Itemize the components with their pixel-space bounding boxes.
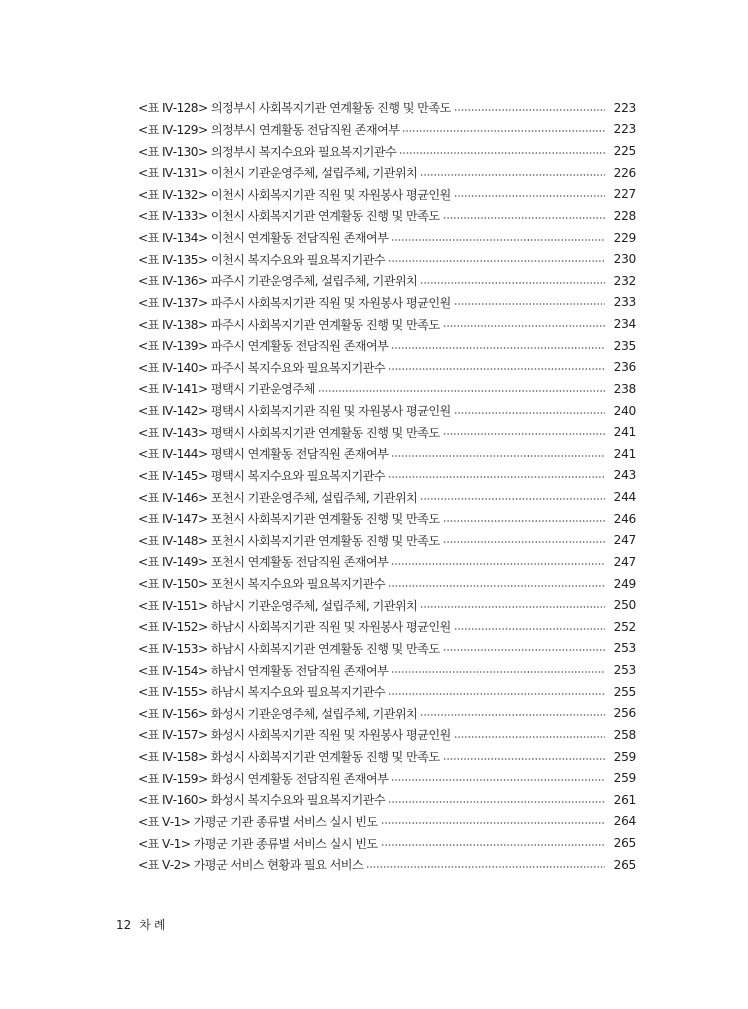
toc-entry[interactable] [138, 767, 636, 789]
toc-entry-page-number: 253 [613, 641, 636, 656]
toc-entry-title: <표 Ⅳ-160> 화성시 복지수요와 필요복지기관수 [138, 793, 385, 808]
dot-leader [388, 368, 605, 370]
toc-entry[interactable] [138, 638, 636, 660]
toc-entry-page-number: 265 [613, 857, 636, 872]
toc-entry-title: <표 Ⅳ-134> 이천시 연계활동 전담직원 존재여부 [138, 231, 389, 246]
toc-entry-title: <표 Ⅳ-138> 파주시 사회복지기관 연계활동 진행 및 만족도 [138, 317, 440, 332]
toc-entry-page-number: 234 [613, 317, 636, 332]
toc-entry-title: <표 Ⅳ-151> 하남시 기관운영주체, 설립주체, 기관위치 [138, 598, 418, 613]
toc-entry[interactable] [138, 832, 636, 854]
toc-entry-page-number: 223 [613, 122, 636, 137]
toc-entry[interactable] [138, 703, 636, 725]
toc-entry-page-number: 228 [613, 208, 636, 223]
toc-entry-title: <표 Ⅳ-135> 이천시 복지수요와 필요복지기관수 [138, 252, 385, 267]
toc-entry-title: <표 Ⅳ-137> 파주시 사회복지기관 직원 및 자원봉사 평균인원 [138, 295, 451, 310]
toc-entry-page-number: 258 [613, 727, 636, 742]
dot-leader [388, 476, 605, 478]
toc-entry[interactable] [138, 205, 636, 227]
toc-entry[interactable] [138, 746, 636, 768]
toc-entry[interactable] [138, 227, 636, 249]
toc-entry-title: <표 Ⅳ-154> 하남시 연계활동 전담직원 존재여부 [138, 663, 389, 678]
dot-leader [391, 779, 605, 781]
toc-entry-title: <표 Ⅳ-150> 포천시 복지수요와 필요복지기관수 [138, 577, 385, 592]
toc-entry-page-number: 255 [613, 684, 636, 699]
toc-entry-page-number: 252 [613, 619, 636, 634]
dot-leader [391, 455, 605, 457]
dot-leader [388, 260, 605, 262]
toc-entry[interactable] [138, 530, 636, 552]
toc-entry[interactable] [138, 378, 636, 400]
toc-entry-title: <표 Ⅳ-158> 화성시 사회복지기관 연계활동 진행 및 만족도 [138, 750, 440, 765]
toc-entry[interactable] [138, 681, 636, 703]
toc-entry[interactable] [138, 292, 636, 314]
toc-entry-page-number: 223 [613, 100, 636, 115]
toc-entry[interactable] [138, 248, 636, 270]
toc-entry-page-number: 238 [613, 381, 636, 396]
toc-entry[interactable] [138, 313, 636, 335]
dot-leader [454, 628, 605, 630]
toc-entry-title: <표 Ⅳ-130> 의정부시 복지수요와 필요복지기관수 [138, 144, 397, 159]
toc-entry[interactable] [138, 659, 636, 681]
toc-entry-title: <표 Ⅳ-153> 하남시 사회복지기관 연계활동 진행 및 만족도 [138, 641, 440, 656]
toc-entry-page-number: 230 [613, 252, 636, 267]
toc-entry-page-number: 264 [613, 814, 636, 829]
dot-leader [391, 563, 605, 565]
toc-entry[interactable] [138, 119, 636, 141]
dot-leader [391, 347, 605, 349]
toc-entry-title: <표 Ⅳ-136> 파주시 기관운영주체, 설립주체, 기관위치 [138, 274, 418, 289]
dot-leader [454, 195, 605, 197]
toc-entry[interactable] [138, 551, 636, 573]
toc-entry-page-number: 247 [613, 554, 636, 569]
toc-entry-title: <표 Ⅴ-2> 가평군 서비스 현황과 필요 서비스 [138, 858, 364, 873]
dot-leader [454, 109, 605, 111]
toc-entry-title: <표 Ⅳ-142> 평택시 사회복지기관 직원 및 자원봉사 평균인원 [138, 404, 451, 419]
toc-entry-page-number: 240 [613, 403, 636, 418]
toc-entry-title: <표 Ⅳ-157> 화성시 사회복지기관 직원 및 자원봉사 평균인원 [138, 728, 451, 743]
dot-leader [420, 282, 605, 284]
toc-entry-page-number: 241 [613, 425, 636, 440]
toc-entry[interactable] [138, 357, 636, 379]
toc-entry[interactable] [138, 443, 636, 465]
toc-entry-title: <표 Ⅳ-129> 의정부시 연계활동 전담직원 존재여부 [138, 122, 400, 137]
toc-entry-page-number: 261 [613, 792, 636, 807]
dot-leader [454, 303, 605, 305]
toc-entry[interactable] [138, 811, 636, 833]
toc-entry-page-number: 247 [613, 533, 636, 548]
toc-entry-title: <표 Ⅳ-159> 화성시 연계활동 전담직원 존재여부 [138, 771, 389, 786]
toc-entry[interactable] [138, 162, 636, 184]
toc-entry-title: <표 Ⅴ-1> 가평군 기관 종류별 서비스 실시 빈도 [138, 814, 378, 829]
dot-leader [420, 714, 605, 716]
toc-entry-title: <표 Ⅳ-146> 포천시 기관운영주체, 설립주체, 기관위치 [138, 490, 418, 505]
dot-leader [454, 736, 605, 738]
toc-entry[interactable] [138, 594, 636, 616]
toc-entry-title: <표 Ⅳ-149> 포천시 연계활동 전담직원 존재여부 [138, 555, 389, 570]
toc-entry-title: <표 Ⅳ-141> 평택시 기관운영주체 [138, 382, 315, 397]
toc-entry-page-number: 244 [613, 490, 636, 505]
dot-leader [391, 671, 605, 673]
toc-entry-title: <표 Ⅳ-133> 이천시 사회복지기관 연계활동 진행 및 만족도 [138, 209, 440, 224]
toc-entry-title: <표 Ⅳ-145> 평택시 복지수요와 필요복지기관수 [138, 468, 385, 483]
dot-leader [391, 239, 605, 241]
dot-leader [388, 693, 605, 695]
toc-entry-page-number: 249 [613, 576, 636, 591]
toc-entry-title: <표 Ⅳ-152> 하남시 사회복지기관 직원 및 자원봉사 평균인원 [138, 620, 451, 635]
toc-entry-page-number: 226 [613, 165, 636, 180]
toc-entry-title: <표 Ⅴ-1> 가평군 기관 종류별 서비스 실시 빈도 [138, 836, 378, 851]
toc-entry-page-number: 265 [613, 836, 636, 851]
toc-entry-page-number: 227 [613, 187, 636, 202]
toc-entry-title: <표 Ⅳ-156> 화성시 기관운영주체, 설립주체, 기관위치 [138, 706, 418, 721]
dot-leader [443, 758, 605, 760]
toc-entry-page-number: 233 [613, 295, 636, 310]
toc-entry[interactable] [138, 486, 636, 508]
dot-leader [443, 520, 605, 522]
dot-leader [366, 866, 605, 868]
toc-entry-page-number: 259 [613, 749, 636, 764]
toc-entry[interactable] [138, 400, 636, 422]
toc-entry-page-number: 256 [613, 706, 636, 721]
toc-entry-title: <표 Ⅳ-131> 이천시 기관운영주체, 설립주체, 기관위치 [138, 166, 418, 181]
toc-entry-title: <표 Ⅳ-148> 포천시 사회복지기관 연계활동 진행 및 만족도 [138, 533, 440, 548]
toc-entry[interactable] [138, 724, 636, 746]
page-footer [116, 916, 168, 933]
toc-entry[interactable] [138, 789, 636, 811]
dot-leader [399, 152, 605, 154]
toc-entry-page-number: 259 [613, 771, 636, 786]
toc-entry[interactable] [138, 616, 636, 638]
toc-entry-title: <표 Ⅳ-132> 이천시 사회복지기관 직원 및 자원봉사 평균인원 [138, 187, 451, 202]
dot-leader [381, 844, 605, 846]
toc-entry[interactable] [138, 184, 636, 206]
toc-entry[interactable] [138, 335, 636, 357]
dot-leader [420, 174, 605, 176]
dot-leader [443, 541, 605, 543]
toc-entry-page-number: 246 [613, 511, 636, 526]
toc-entry[interactable] [138, 421, 636, 443]
toc-entry-title: <표 Ⅳ-140> 파주시 복지수요와 필요복지기관수 [138, 360, 385, 375]
toc-entry[interactable] [138, 97, 636, 119]
dot-leader [443, 325, 605, 327]
dot-leader [318, 390, 605, 392]
toc-entry-title: <표 Ⅳ-155> 하남시 복지수요와 필요복지기관수 [138, 685, 385, 700]
dot-leader [388, 801, 605, 803]
toc-entry-page-number: 235 [613, 338, 636, 353]
toc-entry-title: <표 Ⅳ-143> 평택시 사회복지기관 연계활동 진행 및 만족도 [138, 425, 440, 440]
toc-entry[interactable] [138, 270, 636, 292]
toc-entry-page-number: 225 [613, 144, 636, 159]
dot-leader [420, 498, 605, 500]
toc-entry-page-number: 253 [613, 663, 636, 678]
toc-entry-page-number: 229 [613, 230, 636, 245]
footer-page-number: 12 [116, 918, 132, 932]
dot-leader [443, 217, 605, 219]
dot-leader [420, 606, 605, 608]
dot-leader [402, 130, 605, 132]
toc-entry-title: <표 Ⅳ-144> 평택시 연계활동 전담직원 존재여부 [138, 447, 389, 462]
toc-entry-page-number: 236 [613, 360, 636, 375]
dot-leader [381, 822, 605, 824]
table-of-contents-list [138, 97, 636, 876]
toc-entry-page-number: 241 [613, 446, 636, 461]
toc-entry[interactable] [138, 140, 636, 162]
toc-entry[interactable] [138, 854, 636, 876]
toc-entry-page-number: 232 [613, 273, 636, 288]
dot-leader [388, 585, 605, 587]
dot-leader [443, 433, 605, 435]
toc-entry[interactable] [138, 573, 636, 595]
toc-entry-page-number: 243 [613, 468, 636, 483]
toc-entry-title: <표 Ⅳ-147> 포천시 사회복지기관 연계활동 진행 및 만족도 [138, 512, 440, 527]
dot-leader [454, 412, 605, 414]
toc-entry-title: <표 Ⅳ-139> 파주시 연계활동 전담직원 존재여부 [138, 339, 389, 354]
dot-leader [443, 649, 605, 651]
footer-section-title: 차례 [139, 918, 169, 932]
toc-entry[interactable] [138, 465, 636, 487]
toc-entry[interactable] [138, 508, 636, 530]
toc-entry-page-number: 250 [613, 598, 636, 613]
toc-entry-title: <표 Ⅳ-128> 의정부시 사회복지기관 연계활동 진행 및 만족도 [138, 101, 451, 116]
